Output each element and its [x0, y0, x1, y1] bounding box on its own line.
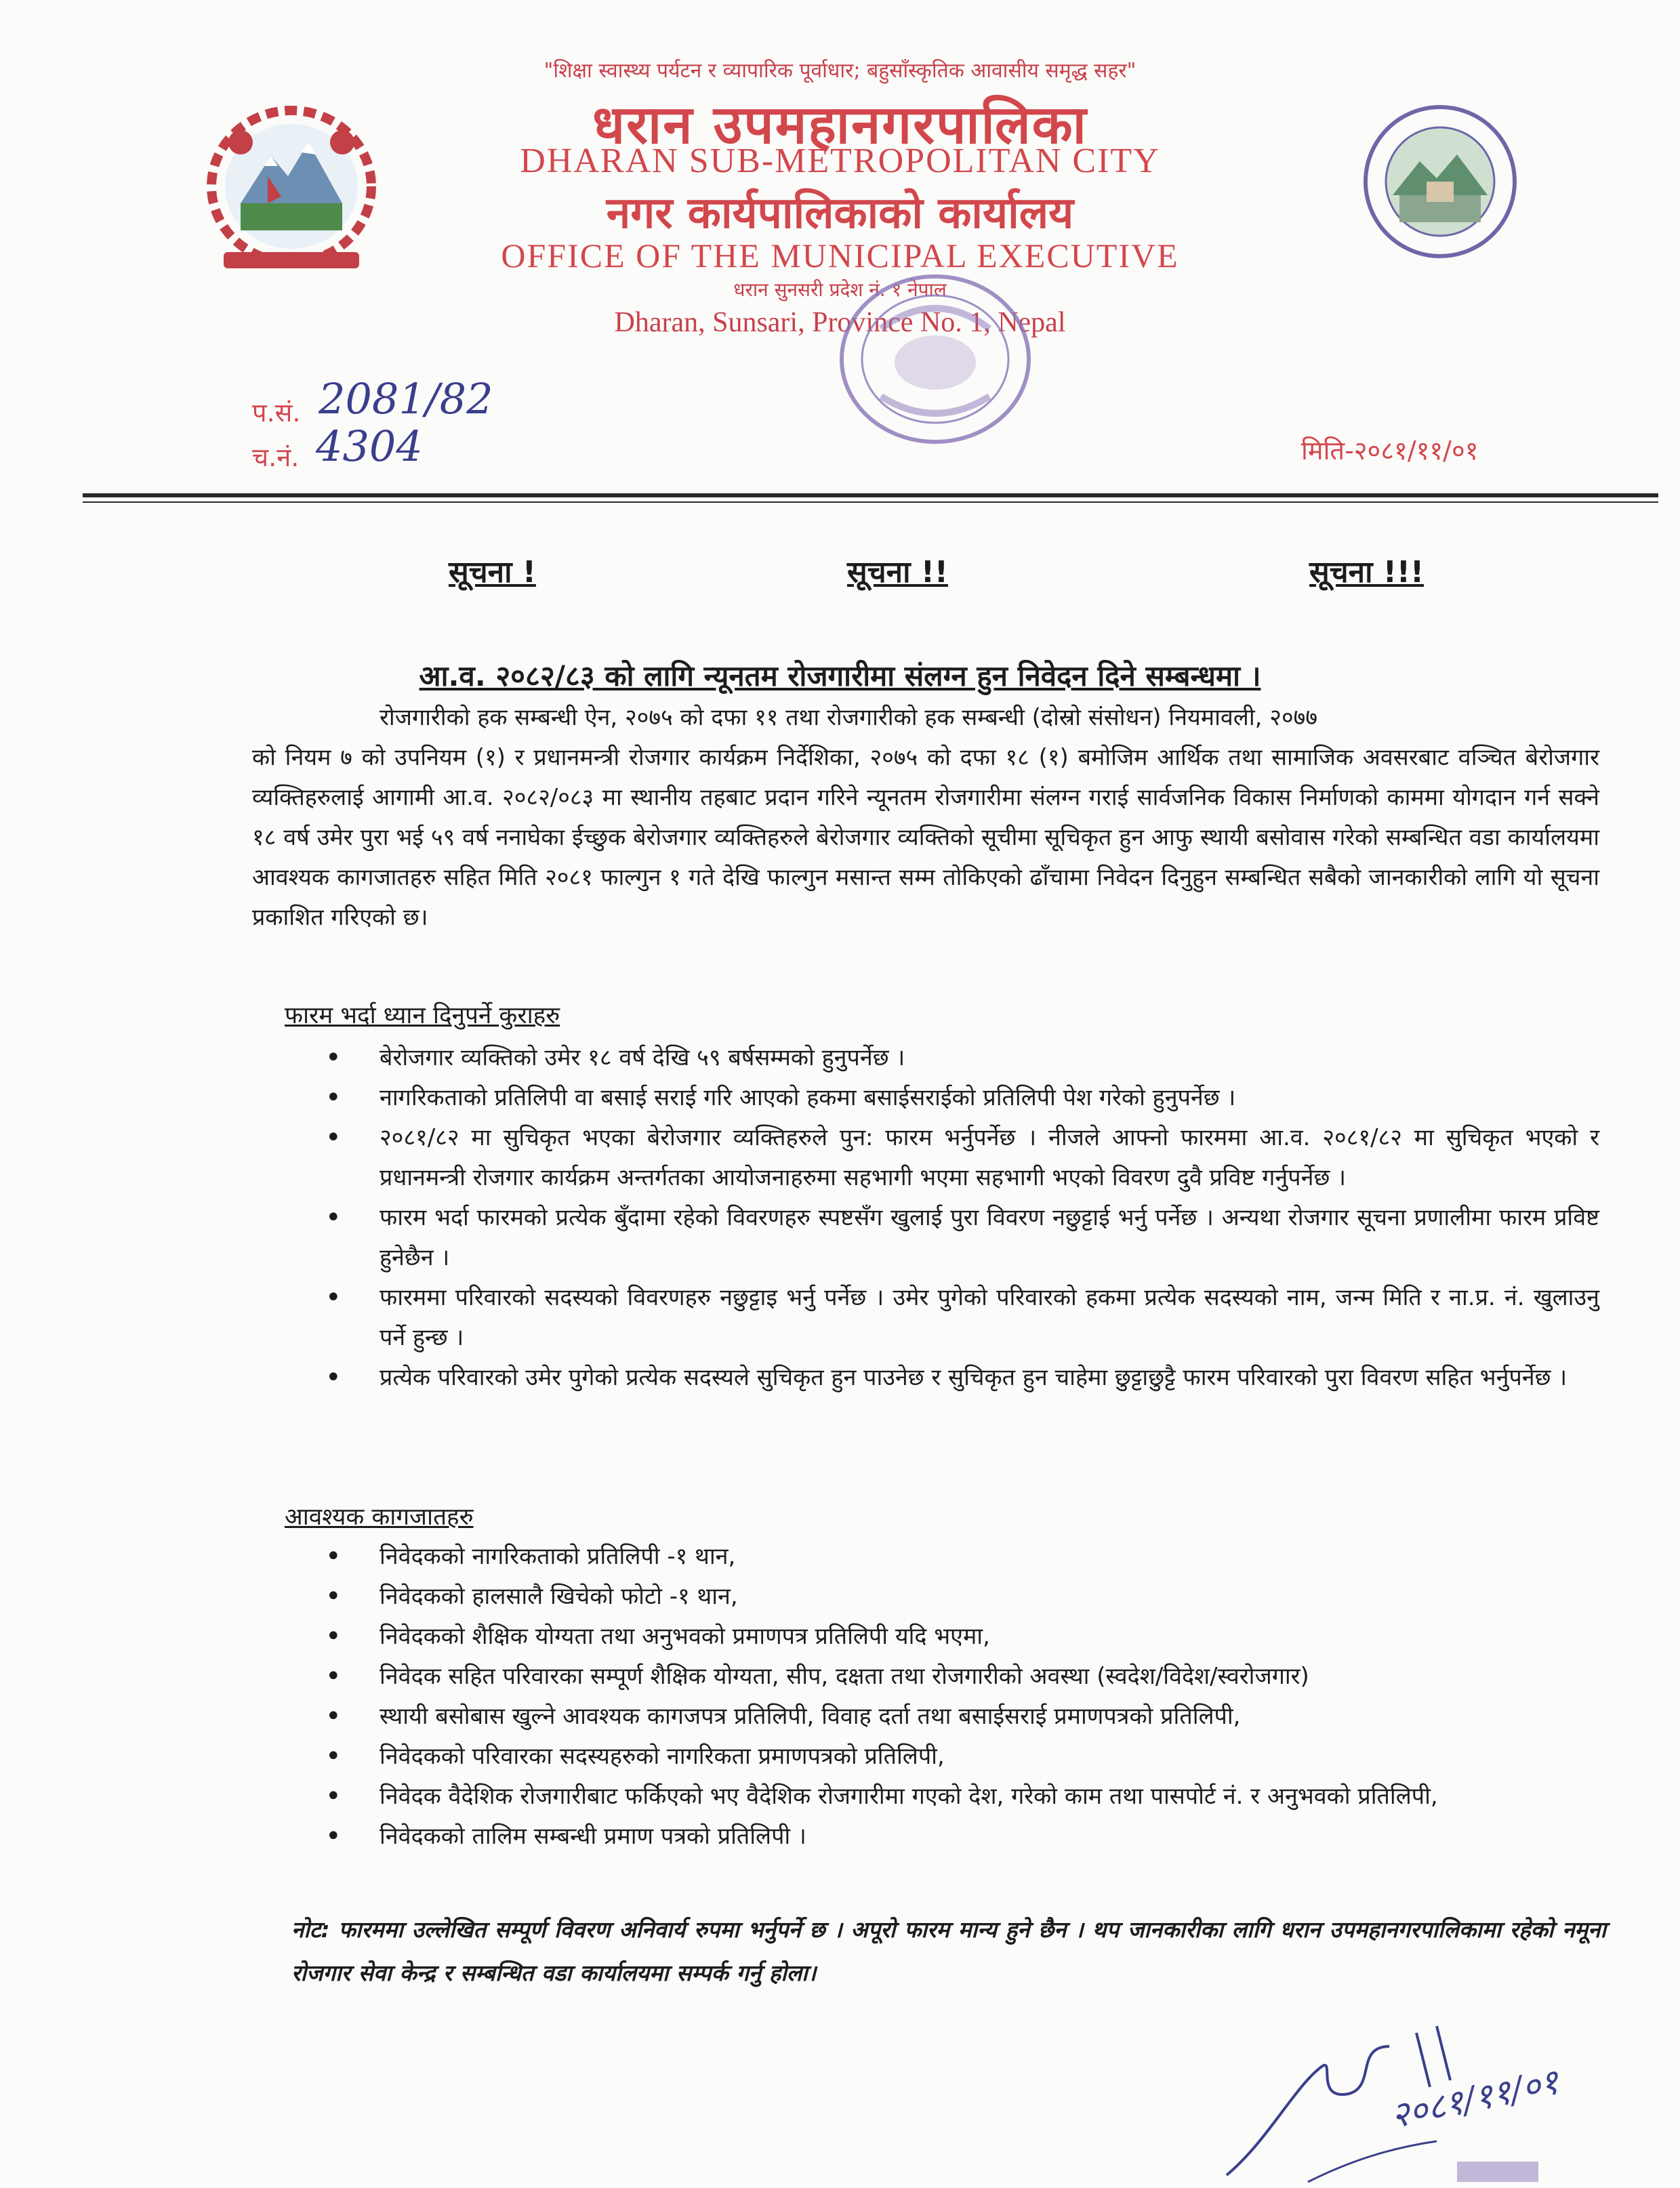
form-instruction-list	[325, 1038, 1599, 1398]
notice-heading-3: सूचना !!!	[1309, 555, 1425, 590]
body-first-line: रोजगारीको हक सम्बन्धी ऐन, २०७५ को दफा ११ तथा रोजगारीको हक सम्बन्धी (दोस्रो संसोधन) नियमावली, २०७७	[380, 704, 1318, 731]
list-item: • स्थायी बसोबास खुल्ने आवश्यक कागजपत्र प्रतिलिपी, विवाह दर्ता तथा बसाईसराई प्रमाणपत्रको प्रतिलिपी,	[325, 1697, 1599, 1737]
cn-value: 4304	[316, 421, 423, 471]
office-title-english: OFFICE OF THE MUNICIPAL EXECUTIVE	[501, 236, 1179, 274]
list-item: • नागरिकताको प्रतिलिपी वा बसाई सराई गरि आएको हकमा बसाईसराईको प्रतिलिपी पेश गरेको हुनुपर्नेछ ।	[325, 1078, 1599, 1118]
required-documents-list	[325, 1537, 1599, 1857]
office-stamp	[834, 268, 1037, 451]
body-rest: को नियम ७ को उपनियम (१) र प्रधानमन्त्री रोजगार कार्यक्रम निर्देशिका, २०७५ को दफा १८ (१) बमोजिम आर्थिक तथा सामाजिक अवसरबाट वञ्चित बेरोजगार व्यक्तिहरुलाई आगामी आ.व. २०८२/०८३ मा स्थानीय तहबाट प्रदान गरिने न्यूनतम रोजगारीमा संलग्न गराई सार्वजनिक विकास निर्माणको काममा योगदान गर्न सक्ने १८ वर्ष उमेर पुरा भई ५९ वर्ष ननाघेका ईच्छुक बेरोजगार व्यक्तिहरुले बेरोजगार व्यक्तिको सूचीमा सूचिकृत हुन आफु स्थायी बसोवास गरेको सम्बन्धित वडा कार्यालयमा आवश्यक कागजातहरु सहित मिति २०८१ फाल्गुन १ गते देखि फाल्गुन मसान्त सम्म तोकिएको ढाँचामा निवेदन दिनुहुन सम्बन्धित सबैको जानकारीको लागि यो सूचना प्रकाशित गरिएको छ।	[252, 744, 1599, 931]
address-nepali: धरान सुनसरी प्रदेश नं. १ नेपाल	[733, 278, 947, 301]
list-item: • निवेदकको परिवारका सदस्यहरुको नागरिकता प्रमाणपत्रको प्रतिलिपी,	[325, 1737, 1599, 1777]
form-section-heading: फारम भर्दा ध्यान दिनुपर्ने कुराहरु	[285, 1002, 560, 1029]
org-title-nepali: धरान उपमहानगरपालिका	[592, 95, 1088, 156]
notice-heading-2: सूचना !!	[847, 555, 948, 590]
list-item: • निवेदकको शैक्षिक योग्यता तथा अनुभवको प्रमाणपत्र प्रतिलिपी यदि भएमा,	[325, 1617, 1599, 1657]
org-title-english: DHARAN SUB-METROPOLITAN CITY	[520, 142, 1160, 180]
list-item: • निवेदक सहित परिवारका सम्पूर्ण शैक्षिक योग्यता, सीप, दक्षता तथा रोजगारीको अवस्था (स्वदेश/विदेश/स्वरोजगार)	[325, 1657, 1599, 1697]
cn-label: च.नं.	[252, 442, 300, 472]
note-paragraph: नोट: फारममा उल्लेखित सम्पूर्ण विवरण अनिवार्य रुपमा भर्नुपर्ने छ । अपूरो फारम मान्य हुने छैन । थप जानकारीका लागि धरान उपमहानगरपालिकामा रहेको नमूना रोजगार सेवा केन्द्र र सम्बन्धित वडा कार्यालयमा सम्पर्क गर्नु होला।	[291, 1916, 1606, 1986]
tagline: "शिक्षा स्वास्थ्य पर्यटन र व्यापारिक पूर्वाधार; बहुसाँस्कृतिक आवासीय समृद्ध सहर"	[544, 59, 1136, 83]
list-item: • २०८१/८२ मा सुचिकृत भएका बेरोजगार व्यक्तिहरुले पुन: फारम भर्नुपर्नेछ । नीजले आफ्नो फारममा आ.व. २०८१/८२ मा सुचिकृत भएको र प्रधानमन्त्री रोजगार कार्यक्रम अन्तर्गतका आयोजनाहरुमा सहभागी भएमा सहभागी भएको विवरण दुवै प्रविष्ट गर्नुपर्नेछ ।	[325, 1118, 1599, 1198]
ps-label: प.सं.	[252, 398, 301, 428]
ps-value: 2081/82	[319, 374, 493, 424]
docs-section-heading: आवश्यक कागजातहरु	[285, 1504, 474, 1531]
list-item: • फारममा परिवारको सदस्यको विवरणहरु नछुट्टाइ भर्नु पर्नेछ । उमेर पुगेको परिवारको हकमा प्रत्येक सदस्यको नाम, जन्म मिति र ना.प्र. नं. खुलाउनु पर्ने हुन्छ ।	[325, 1278, 1599, 1358]
list-item: • निवेदकको हालसालै खिचेको फोटो -१ थान,	[325, 1577, 1599, 1617]
notice-heading-1: सूचना !	[449, 555, 536, 590]
header-divider-thin	[83, 501, 1658, 503]
header-divider	[83, 493, 1658, 497]
list-item: • निवेदकको नागरिकताको प्रतिलिपी -१ थान,	[325, 1537, 1599, 1577]
list-item: • बेरोजगार व्यक्तिको उमेर १८ वर्ष देखि ५९ बर्षसम्मको हुनुपर्नेछ ।	[325, 1038, 1599, 1078]
list-item: • फारम भर्दा फारमको प्रत्येक बुँदामा रहेको विवरणहरु स्पष्टसँग खुलाई पुरा विवरण नछुट्टाई भर्नु पर्नेछ । अन्यथा रोजगार सूचना प्रणालीमा फारम प्रविष्ट हुनेछैन ।	[325, 1198, 1599, 1278]
address-english: Dharan, Sunsari, Province No. 1, Nepal	[614, 307, 1066, 338]
signature-date: २०८१/११/०१	[1387, 2061, 1563, 2137]
list-item: • निवेदक वैदेशिक रोजगारीबाट फर्किएको भए वैदेशिक रोजगारीमा गएको देश, गरेको काम तथा पासपोर्ट नं. र अनुभवको प्रतिलिपी,	[325, 1777, 1599, 1817]
list-item: • निवेदकको तालिम सम्बन्धी प्रमाण पत्रको प्रतिलिपी ।	[325, 1817, 1599, 1857]
office-title-nepali: नगर कार्यपालिकाको कार्यालय	[606, 188, 1074, 239]
issue-date: मिति-२०८१/११/०१	[1301, 436, 1479, 466]
list-item: • प्रत्येक परिवारको उमेर पुगेको प्रत्येक सदस्यले सुचिकृत हुन पाउनेछ र सुचिकृत हुन चाहेमा छुट्टाछुट्टै फारम परिवारको पुरा विवरण सहित भर्नुपर्नेछ ।	[325, 1358, 1599, 1398]
subject-line: आ.व. २०८२/८३ को लागि न्यूनतम रोजगारीमा संलग्न हुन निवेदन दिने सम्बन्धमा ।	[419, 659, 1261, 693]
body-paragraph	[252, 698, 1599, 938]
